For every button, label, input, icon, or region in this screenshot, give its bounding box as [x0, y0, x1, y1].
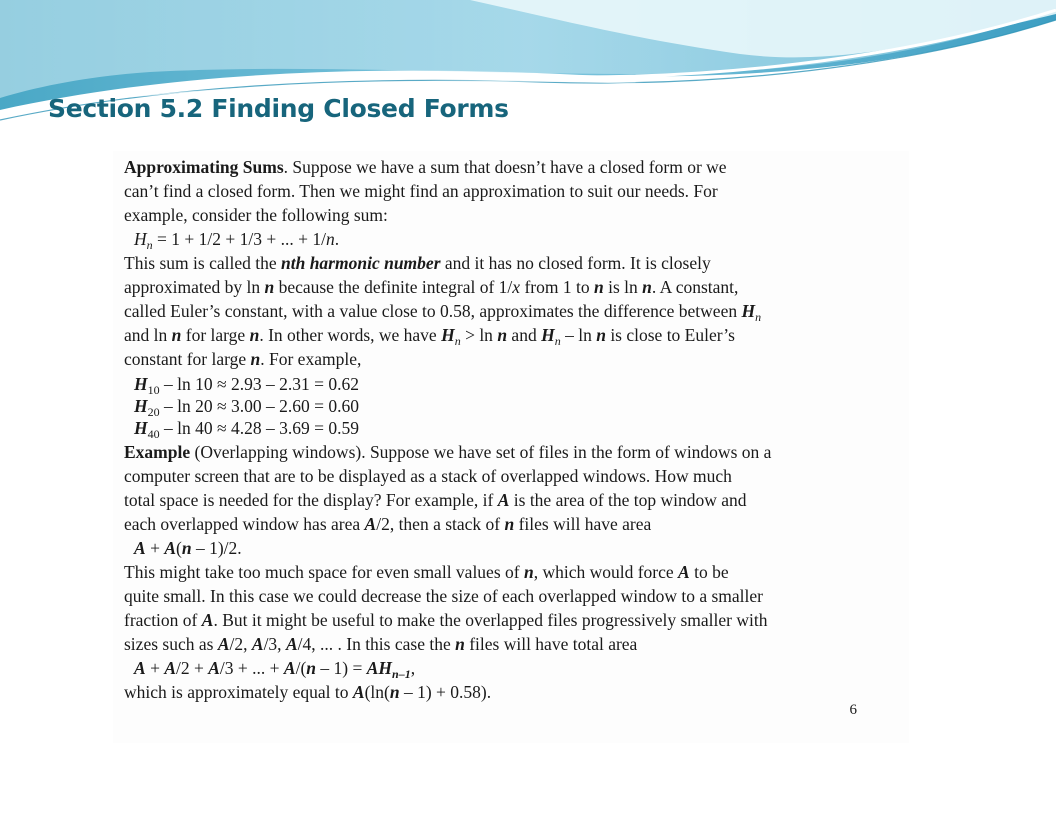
paragraph-example-line-4: each overlapped window has area A/2, then a stack of n files will have area	[124, 514, 652, 534]
harmonic-examples	[124, 373, 899, 439]
page-number: 6	[849, 702, 857, 718]
paragraph-approximating-sums-line-3: example, consider the following sum:	[124, 205, 388, 225]
heading-example: Example	[124, 442, 191, 462]
paragraph-example-line-1: Example (Overlapping windows). Suppose we have set of files in the form of windows on a	[124, 442, 772, 462]
heading-approximating-sums: Approximating Sums	[124, 157, 284, 177]
paragraph-space-line-1: This might take too much space for even small values of n, which would force A to be	[124, 562, 729, 582]
content-image-area	[113, 151, 909, 743]
example-h40: $H_{40} - \ln 40 \approx 4.28 - 3.69 = 0.59$	[134, 418, 359, 441]
paragraph-harmonic-line-3: called Euler’s constant, with a value close to 0.58, approximates the difference between $H_n$	[124, 301, 762, 324]
slide-title: Section 5.2 Finding Closed Forms	[48, 94, 509, 123]
paragraph-example-line-2: computer screen that are to be displayed as a stack of overlapped windows. How much	[124, 466, 732, 486]
equation-area: A + A(n – 1)/2.	[134, 538, 242, 558]
example-h20: $H_{20} - \ln 20 \approx 3.00 - 2.60 = 0.60$	[134, 396, 359, 419]
paragraph-example-line-3: total space is needed for the display? For example, if A is the area of the top window and	[124, 490, 747, 510]
term-nth-harmonic-number: nth harmonic number	[281, 253, 441, 273]
paragraph-space-line-3: fraction of A. But it might be useful to make the overlapped files progressively smaller with	[124, 610, 768, 630]
paragraph-approximating-sums-line-2: can’t find a closed form. Then we might find an approximation to suit our needs. For	[124, 181, 718, 201]
equation-total-area: A + A/2 + A/3 + ... + $A/(n - 1) = AH_{n-1}$,	[134, 658, 416, 681]
equation-harmonic-number: $H_n = 1 + 1/2 + 1/3$ + ... + 1/n.	[134, 229, 340, 252]
paragraph-space-line-2: quite small. In this case we could decrease the size of each overlapped window to a smaller	[124, 586, 763, 606]
paragraph-harmonic-line-5: constant for large n. For example,	[124, 349, 362, 369]
paragraph-space-line-4: sizes such as A/2, A/3, A/4, ... . In this case the n files will have total area	[124, 634, 638, 654]
paragraph-harmonic-line-4: and ln n for large n. In other words, we have $H_n > \ln n$ and $H_n$ – ln n is close to Euler’s	[124, 325, 735, 348]
paragraph-harmonic-line-1: This sum is called the nth harmonic number and it has no closed form. It is closely	[124, 253, 711, 273]
example-h10: $H_{10} - \ln 10 \approx 2.93 - 2.31 = 0.62$	[134, 374, 359, 397]
paragraph-approximating-sums-line-1: Approximating Sums. Suppose we have a sum that doesn’t have a closed form or we	[124, 157, 727, 177]
paragraph-harmonic-line-2: approximated by ln n because the definite integral of 1/x from 1 to n is ln n. A constant,	[124, 277, 739, 297]
text-block	[124, 155, 899, 704]
paragraph-final-line: which is approximately equal to A(ln(n – 1) + 0.58).	[124, 682, 492, 702]
